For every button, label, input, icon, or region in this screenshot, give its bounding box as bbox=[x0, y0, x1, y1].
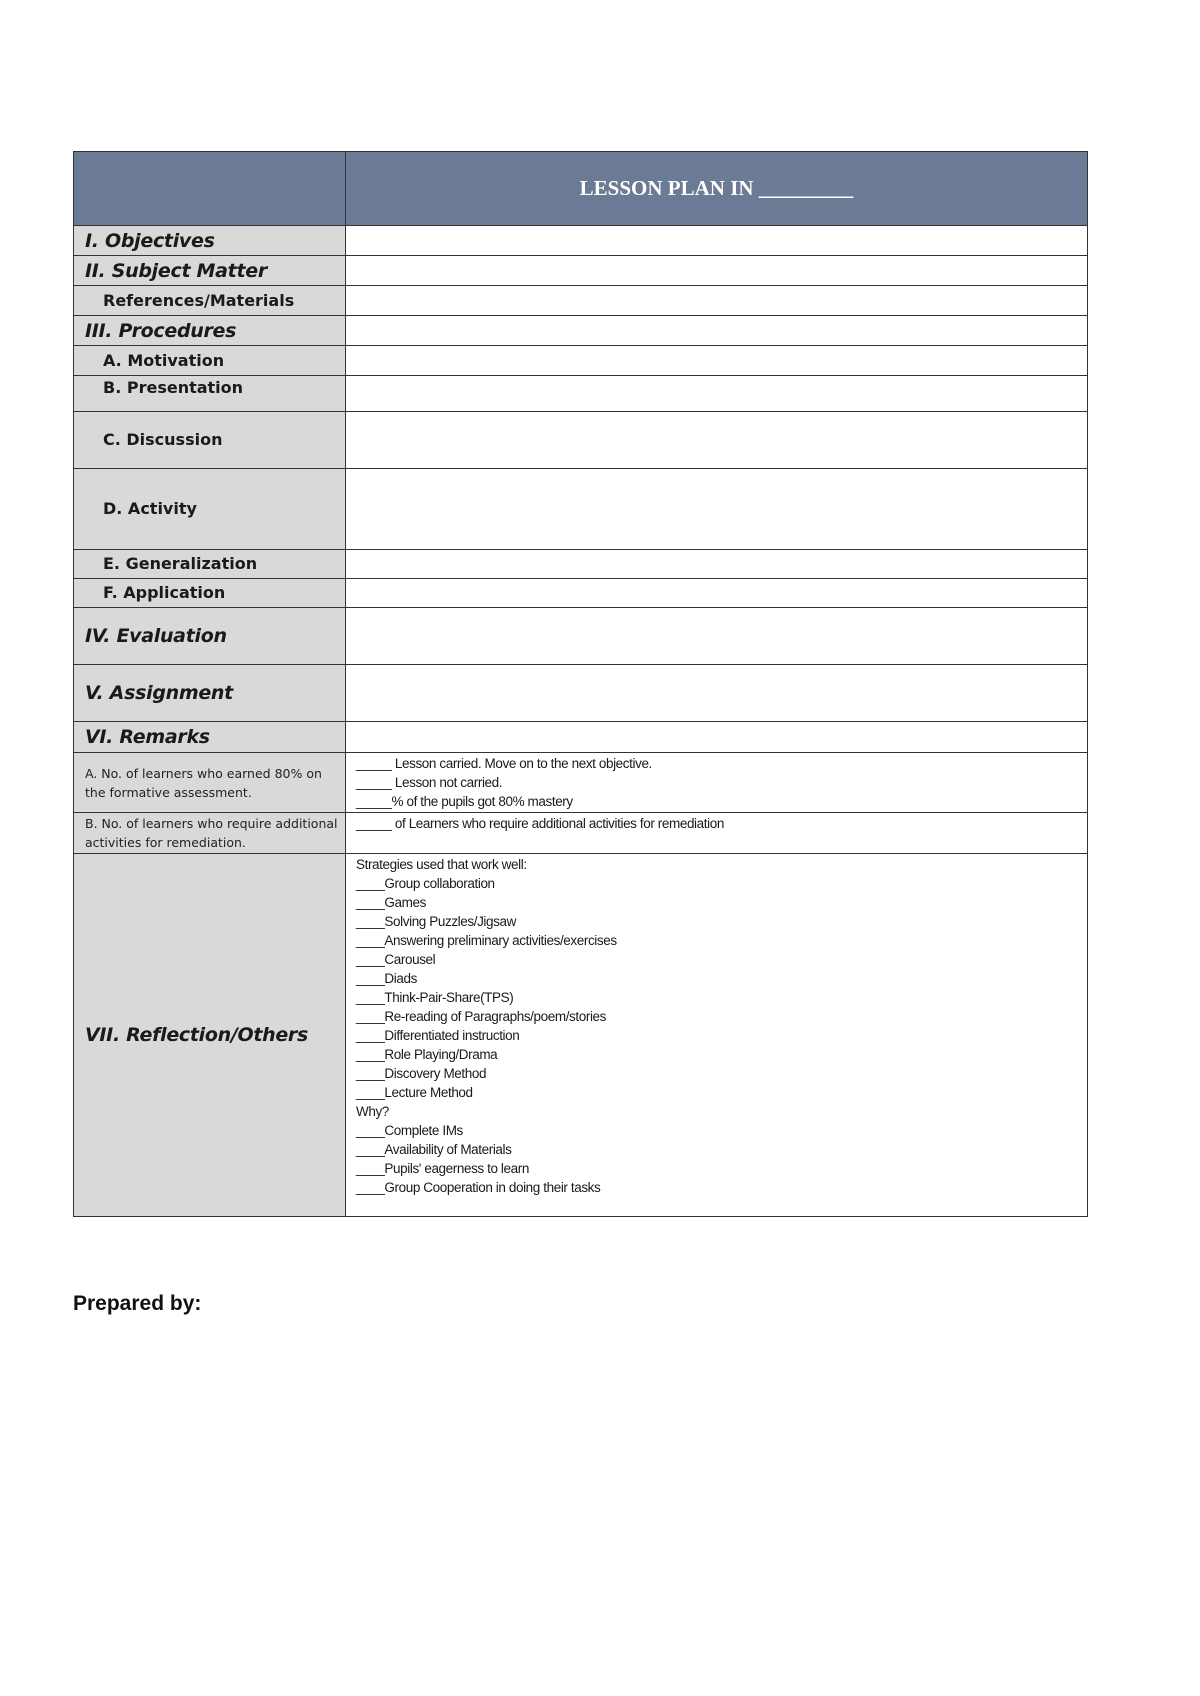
remarks-label bbox=[74, 722, 346, 753]
strategy-item: ____Games bbox=[356, 895, 426, 910]
activity-field[interactable] bbox=[346, 469, 1088, 550]
strategy-item: ____Differentiated instruction bbox=[356, 1028, 520, 1043]
remarks-a-label bbox=[74, 753, 346, 813]
activity-label bbox=[74, 469, 346, 550]
strategy-item: ____Diads bbox=[356, 971, 417, 986]
remarks-field[interactable] bbox=[346, 722, 1088, 753]
assignment-label bbox=[74, 665, 346, 722]
procedures-field[interactable] bbox=[346, 316, 1088, 346]
assignment-field[interactable] bbox=[346, 665, 1088, 722]
motivation-label bbox=[74, 346, 346, 376]
strategies-heading: Strategies used that work well: bbox=[356, 857, 527, 872]
application-label bbox=[74, 579, 346, 608]
strategy-item: ____Discovery Method bbox=[356, 1066, 487, 1081]
strategy-item: ____Lecture Method bbox=[356, 1085, 473, 1100]
header-row bbox=[74, 152, 1088, 226]
strategy-item: ____Think-Pair-Share(TPS) bbox=[356, 990, 514, 1005]
remarks-b-field[interactable] bbox=[346, 813, 1088, 854]
remarks-a-field[interactable] bbox=[346, 753, 1088, 813]
discussion-field[interactable] bbox=[346, 412, 1088, 469]
presentation-field[interactable] bbox=[346, 376, 1088, 412]
row-application bbox=[74, 579, 1088, 608]
objectives-field[interactable] bbox=[346, 226, 1088, 256]
procedures-text: III. Procedures bbox=[85, 319, 237, 342]
evaluation-field[interactable] bbox=[346, 608, 1088, 665]
reflection-text: VII. Reflection/Others bbox=[85, 1024, 309, 1046]
generalization-text: E. Generalization bbox=[103, 554, 258, 573]
strategy-item: ____Answering preliminary activities/exercises bbox=[356, 933, 617, 948]
row-subject-matter bbox=[74, 256, 1088, 286]
remarks-text: VI. Remarks bbox=[85, 726, 210, 748]
prepared-by-label: Prepared by: bbox=[73, 1292, 202, 1315]
row-activity bbox=[74, 469, 1088, 550]
remarks-a-line: _____ Lesson not carried. bbox=[356, 775, 503, 790]
reason-item: ____Availability of Materials bbox=[356, 1142, 512, 1157]
row-procedures bbox=[74, 316, 1088, 346]
motivation-text: A. Motivation bbox=[103, 350, 225, 370]
activity-text: D. Activity bbox=[103, 499, 197, 518]
remarks-a-text: A. No. of learners who earned 80% on the formative assessment. bbox=[85, 765, 322, 800]
row-remarks-a bbox=[74, 753, 1088, 813]
references-label bbox=[74, 286, 346, 316]
evaluation-label bbox=[74, 608, 346, 665]
references-text: References/Materials bbox=[103, 290, 295, 310]
assignment-text: V. Assignment bbox=[85, 682, 233, 704]
row-reflection bbox=[74, 854, 1088, 1217]
row-evaluation bbox=[74, 608, 1088, 665]
generalization-field[interactable] bbox=[346, 550, 1088, 579]
reason-item: ____Pupils' eagerness to learn bbox=[356, 1161, 529, 1176]
remarks-b-line: _____ of Learners who require additional activities for remediation bbox=[356, 816, 724, 831]
remarks-a-line: _____% of the pupils got 80% mastery bbox=[356, 794, 573, 809]
row-references bbox=[74, 286, 1088, 316]
strategy-item: ____Re-reading of Paragraphs/poem/stories bbox=[356, 1009, 607, 1024]
header-left-cell bbox=[74, 152, 346, 226]
row-discussion bbox=[74, 412, 1088, 469]
evaluation-text: IV. Evaluation bbox=[85, 625, 227, 647]
strategy-item: ____Group collaboration bbox=[356, 876, 495, 891]
row-generalization bbox=[74, 550, 1088, 579]
objectives-text: I. Objectives bbox=[85, 229, 215, 252]
subject-matter-field[interactable] bbox=[346, 256, 1088, 286]
references-field[interactable] bbox=[346, 286, 1088, 316]
row-remarks bbox=[74, 722, 1088, 753]
reflection-label bbox=[74, 854, 346, 1217]
generalization-label bbox=[74, 550, 346, 579]
strategy-item: ____Role Playing/Drama bbox=[356, 1047, 498, 1062]
lesson-plan-table bbox=[73, 151, 1088, 1217]
presentation-text: B. Presentation bbox=[103, 378, 244, 397]
application-text: F. Application bbox=[103, 583, 226, 602]
row-remarks-b bbox=[74, 813, 1088, 854]
lesson-plan-title: LESSON PLAN IN _________ bbox=[346, 152, 1088, 226]
remarks-b-label bbox=[74, 813, 346, 854]
application-field[interactable] bbox=[346, 579, 1088, 608]
why-heading: Why? bbox=[356, 1104, 389, 1119]
procedures-label bbox=[74, 316, 346, 346]
row-objectives bbox=[74, 226, 1088, 256]
objectives-label bbox=[74, 226, 346, 256]
remarks-b-text: B. No. of learners who require additional activities for remediation. bbox=[85, 816, 338, 850]
discussion-label bbox=[74, 412, 346, 469]
motivation-field[interactable] bbox=[346, 346, 1088, 376]
subject-matter-text: II. Subject Matter bbox=[85, 259, 267, 282]
row-motivation bbox=[74, 346, 1088, 376]
reason-item: ____Complete IMs bbox=[356, 1123, 463, 1138]
presentation-label bbox=[74, 376, 346, 412]
reason-item: ____Group Cooperation in doing their tasks bbox=[356, 1180, 601, 1195]
strategy-item: ____Carousel bbox=[356, 952, 436, 967]
subject-matter-label bbox=[74, 256, 346, 286]
strategy-item: ____Solving Puzzles/Jigsaw bbox=[356, 914, 516, 929]
row-assignment bbox=[74, 665, 1088, 722]
row-presentation bbox=[74, 376, 1088, 412]
reflection-field[interactable] bbox=[346, 854, 1088, 1217]
discussion-text: C. Discussion bbox=[103, 430, 223, 449]
remarks-a-line: _____ Lesson carried. Move on to the next objective. bbox=[356, 756, 652, 771]
